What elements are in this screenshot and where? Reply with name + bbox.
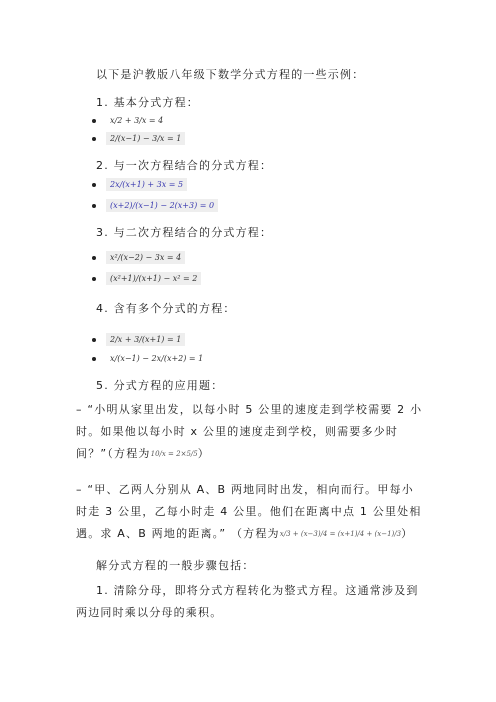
section-1-item-1: [92, 114, 167, 127]
bullet-icon: [92, 119, 96, 123]
section-1-item-2: [92, 132, 185, 145]
section-4-item-1: [92, 333, 185, 346]
bullet-icon: [92, 277, 96, 281]
equation: x/2 + 3/x = 4: [110, 116, 164, 125]
problem-2-text: – “甲、乙两人分别从 A、B 两地同时出发，相向而行。甲每小时走 3 公里，乙每小时走 4 公里。他们在距离中点 1 公里处相遇。求 A、B 两地的距离。” （方程为: [76, 483, 422, 540]
intro-line: 以下是沪教版八年级下数学分式方程的一些示例：: [96, 68, 365, 81]
equation: 2/(x−1) − 3/x = 1: [106, 132, 185, 145]
equation: x/(x−1) − 2x/(x+2) = 1: [110, 354, 204, 363]
problem-1-equation: 10/x = 2×5/5: [150, 450, 198, 458]
bullet-icon: [92, 137, 96, 141]
section-3-item-1: [92, 251, 185, 264]
section-2-heading: 2. 与一次方程结合的分式方程：: [96, 159, 273, 172]
bullet-icon: [92, 338, 96, 342]
section-3-item-2: [92, 272, 201, 285]
section-1-heading: 1. 基本分式方程：: [96, 96, 199, 109]
section-2-item-1: [92, 178, 187, 191]
bullet-icon: [92, 256, 96, 260]
section-4-heading: 4. 含有多个分式的方程：: [96, 302, 236, 315]
problem-2-equation: x/3 + (x−3)/4 = (x+1)/4 + (x−1)/3: [279, 530, 402, 538]
bullet-icon: [92, 357, 96, 361]
steps-heading: 解分式方程的一般步骤包括：: [96, 559, 255, 572]
equation: 2/x + 3/(x+1) = 1: [106, 333, 185, 346]
section-4-item-2: [92, 352, 207, 365]
bullet-icon: [92, 183, 96, 187]
application-problem-2: [76, 479, 426, 545]
bullet-icon: [92, 204, 96, 208]
section-2-item-2: [92, 199, 218, 212]
equation: x²/(x−2) − 3x = 4: [106, 251, 185, 264]
section-3-heading: 3. 与二次方程结合的分式方程：: [96, 226, 273, 239]
section-5-heading: 5. 分式方程的应用题：: [96, 379, 224, 392]
equation: (x²+1)/(x+1) − x² = 2: [106, 272, 201, 285]
equation: 2x/(x+1) + 3x = 5: [106, 178, 187, 191]
equation: (x+2)/(x−1) − 2(x+3) = 0: [106, 199, 218, 212]
problem-1-close: ）: [197, 447, 210, 460]
application-problem-1: [76, 399, 426, 465]
step-1: 1. 清除分母，即将分式方程转化为整式方程。这通常涉及到两边同时乘以分母的乘积。: [76, 584, 419, 619]
problem-1-text: – “小明从家里出发，以每小时 5 公里的速度走到学校需要 2 小时。如果他以每小时 x 公里的速度走到学校，则需要多少时间？”（方程为: [76, 403, 423, 460]
problem-2-close: ）: [401, 527, 414, 540]
